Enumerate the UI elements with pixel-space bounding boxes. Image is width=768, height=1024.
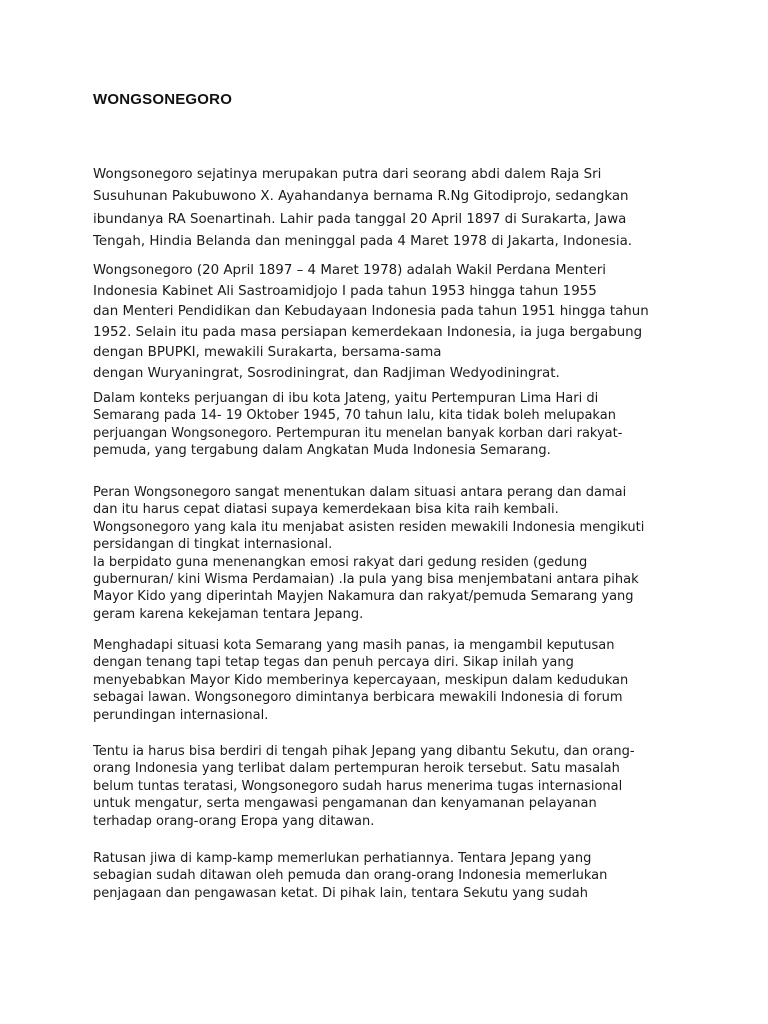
paragraph-line: Menghadapi situasi kota Semarang yang masih panas, ia mengambil keputusan — [93, 638, 615, 653]
paragraph-line: Wongsonegoro (20 April 1897 – 4 Maret 1978) adalah Wakil Perdana Menteri — [93, 263, 606, 278]
paragraph-line: Indonesia Kabinet Ali Sastroamidjojo I pada tahun 1953 hingga tahun 1955 — [93, 283, 597, 299]
paragraph-line: untuk mengatur, serta mengawasi pengamanan dan kenyamanan pelayanan — [93, 796, 597, 812]
paragraph-line: dan Menteri Pendidikan dan Kebudayaan Indonesia pada tahun 1951 hingga tahun — [93, 304, 649, 320]
paragraph-line: Peran Wongsonegoro sangat menentukan dalam situasi antara perang dan damai — [93, 485, 627, 500]
paragraph-line: menyebabkan Mayor Kido memberinya kepercayaan, meskipun dalam kedudukan — [93, 672, 629, 688]
paragraph-line: Ia berpidato guna menenangkan emosi rakyat dari gedung residen (gedung — [93, 554, 588, 570]
paragraph-line: dengan tenang tapi tetap tegas dan penuh percaya diri. Sikap inilah yang — [93, 655, 574, 671]
paragraph-line: 1952. Selain itu pada masa persiapan kemerdekaan Indonesia, ia juga bergabung — [93, 324, 643, 340]
paragraph-7 — [93, 850, 683, 902]
paragraph-line: Wongsonegoro yang kala itu menjabat asisten residen mewakili Indonesia mengikuti — [93, 519, 645, 535]
paragraph-line: persidangan di tingkat internasional. — [93, 537, 333, 553]
paragraph-line: perjuangan Wongsonegoro. Pertempuran itu menelan banyak korban dari rakyat- — [93, 425, 623, 441]
paragraph-line: perundingan internasional. — [93, 707, 269, 723]
document-title: WONGSONEGORO — [93, 91, 233, 108]
paragraph-line: sebagai lawan. Wongsonegoro dimintanya berbicara mewakili Indonesia di forum — [93, 690, 623, 706]
paragraph-6 — [93, 743, 683, 830]
paragraph-line: orang Indonesia yang terlibat dalam pertempuran heroik tersebut. Satu masalah — [93, 761, 620, 777]
paragraph-line: dengan Wuryaningrat, Sosrodiningrat, dan Radjiman Wedyodiningrat. — [93, 365, 560, 381]
paragraph-line: dan itu harus cepat diatasi supaya kemerdekaan bisa kita raih kembali. — [93, 502, 559, 518]
paragraph-line: sebagian sudah ditawan oleh pemuda dan orang-orang Indonesia memerlukan — [93, 868, 608, 884]
paragraph-4 — [93, 484, 683, 623]
paragraph-line: Wongsonegoro sejatinya merupakan putra dari seorang abdi dalem Raja Sri — [93, 167, 602, 182]
paragraph-5 — [93, 637, 683, 724]
paragraph-line: gubernuran/ kini Wisma Perdamaian) .Ia pula yang bisa menjembatani antara pihak — [93, 572, 639, 588]
paragraph-line: Dalam konteks perjuangan di ibu kota Jateng, yaitu Pertempuran Lima Hari di — [93, 391, 599, 406]
paragraph-line: pemuda, yang tergabung dalam Angkatan Muda Indonesia Semarang. — [93, 443, 551, 459]
paragraph-line: Semarang pada 14- 19 Oktober 1945, 70 tahun lalu, kita tidak boleh melupakan — [93, 408, 616, 424]
paragraph-line: Susuhunan Pakubuwono X. Ayahandanya bernama R.Ng Gitodiprojo, sedangkan — [93, 189, 629, 205]
paragraph-line: terhadap orang-orang Eropa yang ditawan. — [93, 813, 375, 829]
paragraph-3 — [93, 390, 683, 460]
paragraph-line: ibundanya RA Soenartinah. Lahir pada tanggal 20 April 1897 di Surakarta, Jawa — [93, 211, 627, 227]
paragraph-line: geram karena kekejaman tentara Jepang. — [93, 606, 364, 622]
paragraph-line: Mayor Kido yang diperintah Mayjen Nakamura dan rakyat/pemuda Semarang yang — [93, 589, 634, 605]
paragraph-line: dengan BPUPKI, mewakili Surakarta, bersama-sama — [93, 345, 442, 361]
paragraph-line: penjagaan dan pengawasan ketat. Di pihak lain, tentara Sekutu yang sudah — [93, 885, 588, 901]
paragraph-1 — [93, 164, 683, 254]
paragraph-line: belum tuntas teratasi, Wongsonegoro sudah harus menerima tugas internasional — [93, 778, 623, 794]
paragraph-line: Tentu ia harus bisa berdiri di tengah pihak Jepang yang dibantu Sekutu, dan orang- — [93, 744, 635, 759]
paragraph-line: Tengah, Hindia Belanda dan meninggal pada 4 Maret 1978 di Jakarta, Indonesia. — [93, 234, 633, 250]
paragraph-2 — [93, 261, 683, 385]
paragraph-line: Ratusan jiwa di kamp-kamp memerlukan perhatiannya. Tentara Jepang yang — [93, 851, 592, 866]
